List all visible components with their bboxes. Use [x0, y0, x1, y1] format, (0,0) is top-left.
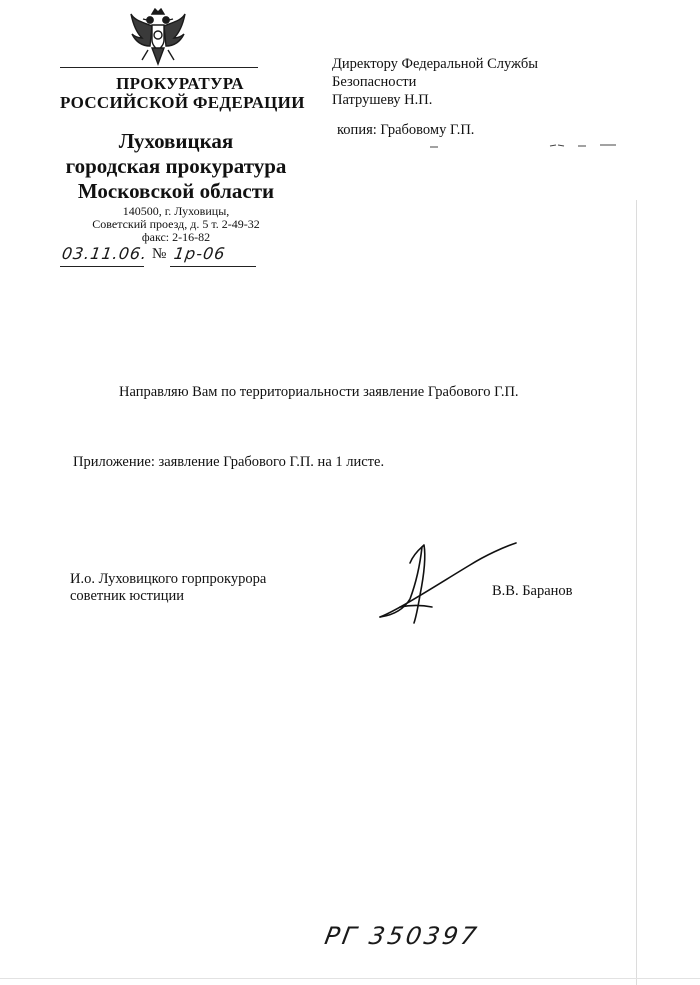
attachment-note: Приложение: заявление Грабового Г.П. на 1 листе.: [73, 454, 385, 470]
scan-edge: [636, 200, 637, 985]
letter-body: Направляю Вам по территориальности заявление Грабового Г.П.: [119, 384, 519, 400]
recipient-line-2: Безопасности: [332, 74, 417, 90]
office-name-line-3: Московской области: [77, 179, 275, 203]
signer-position: И.о. Луховицкого горпрокурора: [70, 571, 267, 587]
organization-title: ПРОКУРАТУРА: [116, 74, 244, 93]
scan-artifact-marks: [430, 136, 630, 142]
number-sign: №: [152, 246, 167, 262]
copy-recipient: копия: Грабовому Г.П.: [337, 122, 475, 138]
date-underline: [60, 266, 144, 267]
recipient-line-1: Директору Федеральной Службы: [332, 56, 539, 72]
registration-number: РГ 350397: [322, 922, 482, 950]
emblem-icon: [128, 8, 188, 66]
organization-subtitle: РОССИЙСКОЙ ФЕДЕРАЦИИ: [60, 93, 305, 112]
scan-edge-bottom: [0, 978, 700, 979]
header-divider: [60, 67, 258, 68]
office-name-line-1: Луховицкая: [118, 129, 234, 153]
signer-rank: советник юстиции: [70, 588, 185, 604]
address-line-2: Советский проезд, д. 5 т. 2-49-32: [92, 217, 260, 231]
office-name-line-2: городская прокуратура: [65, 154, 287, 178]
date-number-row: [60, 244, 260, 270]
handwritten-number: 1р-06: [172, 244, 227, 263]
recipient-name: Патрушеву Н.П.: [332, 92, 433, 108]
handwritten-date: 03.11.06.: [60, 244, 149, 263]
number-underline: [170, 266, 256, 267]
address-line-1: 140500, г. Луховицы,: [122, 204, 230, 218]
signer-name: В.В. Баранов: [492, 583, 573, 599]
fax-line: факс: 2-16-82: [141, 230, 211, 244]
